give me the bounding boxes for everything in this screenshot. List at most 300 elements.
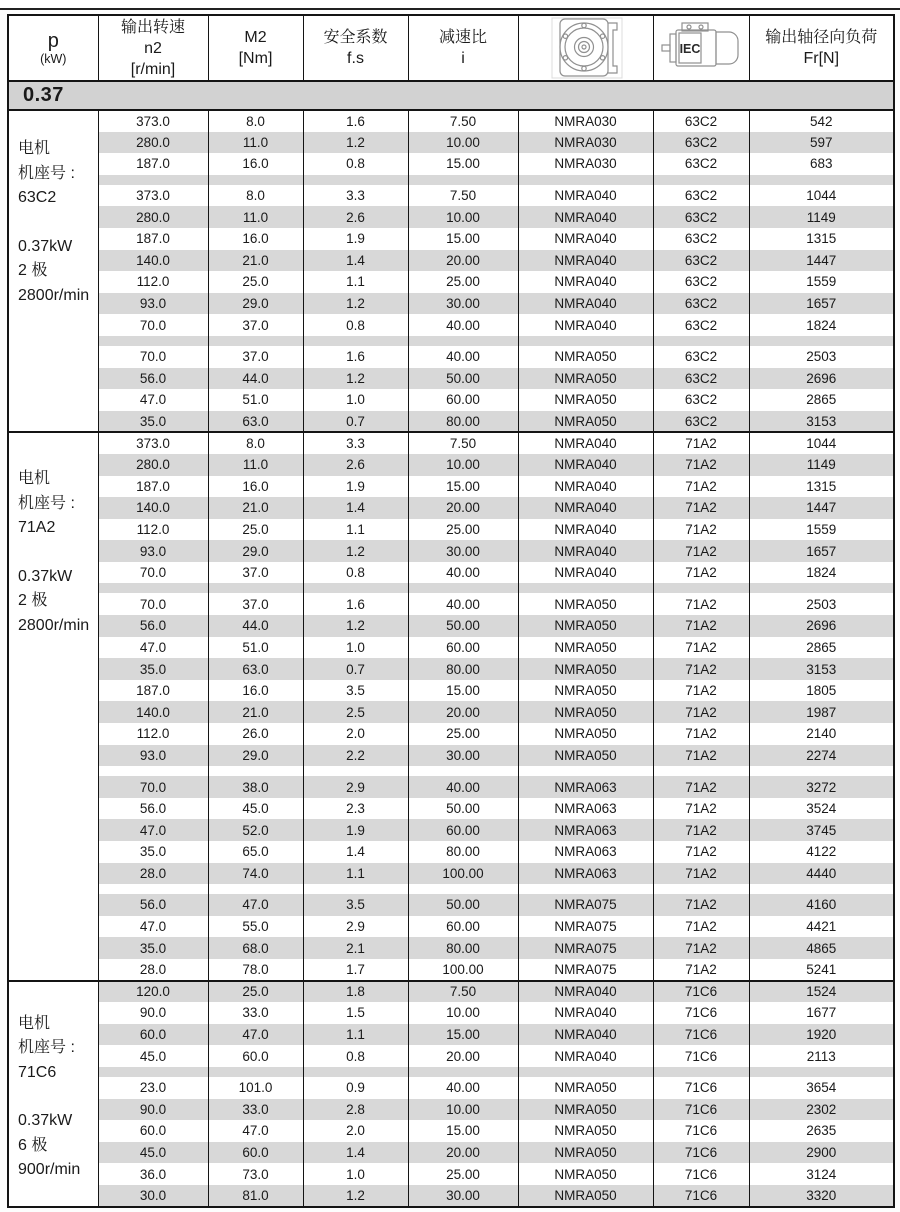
cell-ratio: 10.00 [408, 1002, 518, 1024]
table-row [8, 1077, 894, 1099]
cell-gearbox-model: NMRA040 [518, 228, 653, 250]
motor-power-spec: 0.37kW 2 极 2800r/min [18, 567, 90, 634]
separator-cell [749, 583, 894, 593]
cell-m2: 37.0 [208, 562, 303, 584]
cell-ratio: 20.00 [408, 250, 518, 272]
cell-gearbox-model: NMRA063 [518, 841, 653, 863]
motor-frame-id: 电机 机座号 : 63C2 [18, 140, 75, 206]
cell-radial-load: 1805 [749, 680, 894, 702]
table-row [8, 432, 894, 454]
cell-motor-frame: 63C2 [653, 314, 749, 336]
cell-m2: 52.0 [208, 819, 303, 841]
cell-fs: 1.2 [303, 615, 408, 637]
cell-motor-frame: 63C2 [653, 411, 749, 433]
cell-m2: 55.0 [208, 916, 303, 938]
cell-radial-load: 3153 [749, 658, 894, 680]
separator-cell [98, 884, 208, 894]
separator-cell [518, 336, 653, 346]
table-row [8, 497, 894, 519]
cell-fs: 1.1 [303, 1024, 408, 1046]
cell-m2: 26.0 [208, 723, 303, 745]
cell-motor-frame: 71C6 [653, 1077, 749, 1099]
cell-m2: 81.0 [208, 1185, 303, 1207]
separator-cell [408, 1067, 518, 1077]
cell-ratio: 60.00 [408, 916, 518, 938]
cell-radial-load: 3124 [749, 1163, 894, 1185]
cell-n2: 30.0 [98, 1185, 208, 1207]
cell-radial-load: 1447 [749, 497, 894, 519]
cell-radial-load: 3745 [749, 819, 894, 841]
cell-n2: 70.0 [98, 593, 208, 615]
cell-gearbox-model: NMRA050 [518, 745, 653, 767]
cell-radial-load: 597 [749, 132, 894, 154]
cell-motor-frame: 71A2 [653, 637, 749, 659]
cell-ratio: 40.00 [408, 1077, 518, 1099]
cell-ratio: 100.00 [408, 863, 518, 885]
cell-fs: 2.9 [303, 916, 408, 938]
cell-fs: 1.0 [303, 637, 408, 659]
separator-cell [653, 175, 749, 185]
cell-ratio: 25.00 [408, 519, 518, 541]
header-col-gearbox [518, 15, 653, 81]
cell-ratio: 40.00 [408, 346, 518, 368]
cell-n2: 47.0 [98, 637, 208, 659]
cell-gearbox-model: NMRA050 [518, 1077, 653, 1099]
cell-n2: 70.0 [98, 562, 208, 584]
cell-radial-load: 1149 [749, 206, 894, 228]
cell-fs: 3.5 [303, 894, 408, 916]
cell-m2: 11.0 [208, 206, 303, 228]
cell-fs: 2.6 [303, 206, 408, 228]
cell-m2: 45.0 [208, 798, 303, 820]
cell-motor-frame: 71A2 [653, 432, 749, 454]
cell-n2: 56.0 [98, 368, 208, 390]
cell-gearbox-model: NMRA050 [518, 411, 653, 433]
separator-cell [303, 175, 408, 185]
cell-ratio: 20.00 [408, 701, 518, 723]
cell-motor-frame: 71A2 [653, 841, 749, 863]
table-body [8, 81, 894, 1207]
cell-ratio: 60.00 [408, 637, 518, 659]
power-section-label: 0.37 [8, 81, 894, 110]
cell-m2: 63.0 [208, 658, 303, 680]
group-separator-row [8, 1067, 894, 1077]
cell-motor-frame: 63C2 [653, 185, 749, 207]
cell-gearbox-model: NMRA030 [518, 110, 653, 132]
cell-gearbox-model: NMRA050 [518, 1163, 653, 1185]
cell-fs: 1.9 [303, 476, 408, 498]
cell-motor-frame: 71C6 [653, 1120, 749, 1142]
cell-n2: 45.0 [98, 1045, 208, 1067]
cell-ratio: 20.00 [408, 497, 518, 519]
cell-gearbox-model: NMRA040 [518, 206, 653, 228]
cell-m2: 25.0 [208, 981, 303, 1003]
cell-radial-load: 4865 [749, 937, 894, 959]
header-text: (kW) [40, 51, 67, 66]
cell-fs: 1.2 [303, 132, 408, 154]
cell-motor-frame: 71A2 [653, 894, 749, 916]
cell-fs: 1.1 [303, 863, 408, 885]
cell-ratio: 10.00 [408, 1099, 518, 1121]
motor-icon-box [654, 22, 749, 74]
cell-gearbox-model: NMRA063 [518, 819, 653, 841]
cell-m2: 29.0 [208, 540, 303, 562]
cell-gearbox-model: NMRA075 [518, 916, 653, 938]
cell-gearbox-model: NMRA050 [518, 593, 653, 615]
iec-motor-icon [661, 22, 741, 74]
cell-fs: 1.9 [303, 228, 408, 250]
cell-ratio: 7.50 [408, 110, 518, 132]
cell-gearbox-model: NMRA040 [518, 540, 653, 562]
cell-m2: 60.0 [208, 1142, 303, 1164]
cell-ratio: 10.00 [408, 454, 518, 476]
cell-m2: 51.0 [208, 389, 303, 411]
table-row [8, 293, 894, 315]
cell-motor-frame: 71C6 [653, 1142, 749, 1164]
cell-motor-frame: 63C2 [653, 368, 749, 390]
separator-cell [518, 583, 653, 593]
header-text: 输出转速 [120, 18, 185, 36]
cell-radial-load: 1657 [749, 293, 894, 315]
cell-motor-frame: 63C2 [653, 389, 749, 411]
cell-ratio: 30.00 [408, 293, 518, 315]
group-separator-row [8, 766, 894, 776]
group-separator-row [8, 583, 894, 593]
cell-m2: 25.0 [208, 271, 303, 293]
cell-gearbox-model: NMRA040 [518, 519, 653, 541]
table-row [8, 981, 894, 1003]
cell-radial-load: 2302 [749, 1099, 894, 1121]
cell-fs: 1.6 [303, 346, 408, 368]
cell-gearbox-model: NMRA040 [518, 293, 653, 315]
cell-ratio: 40.00 [408, 776, 518, 798]
cell-m2: 33.0 [208, 1099, 303, 1121]
cell-ratio: 25.00 [408, 271, 518, 293]
cell-n2: 70.0 [98, 346, 208, 368]
cell-motor-frame: 63C2 [653, 250, 749, 272]
cell-gearbox-model: NMRA050 [518, 1099, 653, 1121]
separator-cell [98, 175, 208, 185]
cell-m2: 11.0 [208, 132, 303, 154]
header-text: [r/min] [130, 60, 176, 78]
cell-radial-load: 4421 [749, 916, 894, 938]
motor-frame-label [8, 981, 98, 1207]
table-row [8, 776, 894, 798]
cell-ratio: 10.00 [408, 132, 518, 154]
cell-ratio: 10.00 [408, 206, 518, 228]
cell-n2: 140.0 [98, 701, 208, 723]
separator-cell [208, 175, 303, 185]
cell-m2: 78.0 [208, 959, 303, 981]
table-row [8, 863, 894, 885]
cell-m2: 33.0 [208, 1002, 303, 1024]
cell-motor-frame: 63C2 [653, 293, 749, 315]
cell-motor-frame: 71C6 [653, 1185, 749, 1207]
cell-gearbox-model: NMRA050 [518, 368, 653, 390]
table-row [8, 132, 894, 154]
table-row [8, 959, 894, 981]
header-text: M2 [244, 29, 267, 46]
cell-n2: 28.0 [98, 959, 208, 981]
separator-cell [518, 766, 653, 776]
cell-gearbox-model: NMRA040 [518, 981, 653, 1003]
cell-gearbox-model: NMRA050 [518, 658, 653, 680]
cell-gearbox-model: NMRA050 [518, 1142, 653, 1164]
table-row [8, 476, 894, 498]
separator-cell [208, 1067, 303, 1077]
cell-n2: 35.0 [98, 411, 208, 433]
cell-ratio: 40.00 [408, 314, 518, 336]
cell-m2: 74.0 [208, 863, 303, 885]
cell-gearbox-model: NMRA063 [518, 863, 653, 885]
cell-radial-load: 2900 [749, 1142, 894, 1164]
separator-cell [749, 175, 894, 185]
table-row [8, 314, 894, 336]
cell-n2: 373.0 [98, 110, 208, 132]
cell-m2: 16.0 [208, 680, 303, 702]
cell-motor-frame: 71C6 [653, 1163, 749, 1185]
group-separator-row [8, 175, 894, 185]
cell-m2: 73.0 [208, 1163, 303, 1185]
header-text: Fr[N] [803, 50, 840, 67]
cell-radial-load: 2865 [749, 389, 894, 411]
cell-ratio: 20.00 [408, 1045, 518, 1067]
cell-ratio: 30.00 [408, 745, 518, 767]
cell-motor-frame: 71A2 [653, 454, 749, 476]
separator-cell [653, 583, 749, 593]
cell-n2: 47.0 [98, 819, 208, 841]
cell-radial-load: 2274 [749, 745, 894, 767]
gearbox-icon-box [519, 17, 653, 79]
cell-gearbox-model: NMRA050 [518, 346, 653, 368]
cell-ratio: 15.00 [408, 476, 518, 498]
table-row [8, 206, 894, 228]
cell-fs: 1.6 [303, 110, 408, 132]
table-row [8, 271, 894, 293]
cell-ratio: 7.50 [408, 981, 518, 1003]
cell-n2: 35.0 [98, 841, 208, 863]
table-row [8, 519, 894, 541]
header-col-motor-iec [653, 15, 749, 81]
cell-motor-frame: 71A2 [653, 959, 749, 981]
cell-m2: 16.0 [208, 228, 303, 250]
cell-ratio: 7.50 [408, 185, 518, 207]
header-text: 减速比 [438, 29, 487, 46]
header-col-safety-factor [303, 15, 408, 81]
separator-cell [653, 884, 749, 894]
table-row [8, 841, 894, 863]
cell-fs: 2.0 [303, 1120, 408, 1142]
cell-motor-frame: 71A2 [653, 476, 749, 498]
table-row [8, 701, 894, 723]
separator-cell [749, 336, 894, 346]
cell-motor-frame: 71A2 [653, 497, 749, 519]
header-col-torque-m2 [208, 15, 303, 81]
cell-radial-load: 1447 [749, 250, 894, 272]
cell-fs: 0.8 [303, 314, 408, 336]
cell-ratio: 40.00 [408, 593, 518, 615]
cell-ratio: 50.00 [408, 368, 518, 390]
cell-gearbox-model: NMRA050 [518, 389, 653, 411]
cell-fs: 0.8 [303, 1045, 408, 1067]
cell-motor-frame: 71A2 [653, 519, 749, 541]
separator-cell [408, 884, 518, 894]
cell-n2: 373.0 [98, 432, 208, 454]
cell-gearbox-model: NMRA040 [518, 1002, 653, 1024]
separator-cell [98, 766, 208, 776]
cell-gearbox-model: NMRA040 [518, 1045, 653, 1067]
cell-motor-frame: 71A2 [653, 863, 749, 885]
separator-cell [408, 766, 518, 776]
cell-motor-frame: 71A2 [653, 798, 749, 820]
cell-n2: 47.0 [98, 916, 208, 938]
separator-cell [303, 583, 408, 593]
cell-fs: 0.8 [303, 562, 408, 584]
cell-m2: 11.0 [208, 454, 303, 476]
cell-ratio: 80.00 [408, 841, 518, 863]
cell-fs: 0.9 [303, 1077, 408, 1099]
cell-n2: 140.0 [98, 250, 208, 272]
cell-radial-load: 1315 [749, 228, 894, 250]
table-row [8, 389, 894, 411]
cell-n2: 280.0 [98, 454, 208, 476]
cell-n2: 140.0 [98, 497, 208, 519]
separator-cell [518, 1067, 653, 1077]
cell-m2: 16.0 [208, 476, 303, 498]
cell-fs: 1.2 [303, 293, 408, 315]
table-row [8, 228, 894, 250]
cell-fs: 2.9 [303, 776, 408, 798]
cell-fs: 1.4 [303, 841, 408, 863]
table-row [8, 916, 894, 938]
cell-fs: 1.2 [303, 1185, 408, 1207]
cell-gearbox-model: NMRA050 [518, 723, 653, 745]
table-row [8, 1142, 894, 1164]
cell-radial-load: 5241 [749, 959, 894, 981]
table-row [8, 658, 894, 680]
table-row [8, 637, 894, 659]
cell-radial-load: 3320 [749, 1185, 894, 1207]
cell-m2: 16.0 [208, 153, 303, 175]
cell-motor-frame: 71A2 [653, 615, 749, 637]
cell-m2: 8.0 [208, 432, 303, 454]
cell-radial-load: 4122 [749, 841, 894, 863]
cell-n2: 120.0 [98, 981, 208, 1003]
cell-fs: 2.2 [303, 745, 408, 767]
separator-cell [408, 583, 518, 593]
cell-ratio: 15.00 [408, 680, 518, 702]
cell-gearbox-model: NMRA040 [518, 432, 653, 454]
separator-cell [749, 766, 894, 776]
cell-radial-load: 3272 [749, 776, 894, 798]
cell-n2: 70.0 [98, 314, 208, 336]
table-header [8, 15, 894, 81]
cell-gearbox-model: NMRA040 [518, 562, 653, 584]
cell-ratio: 100.00 [408, 959, 518, 981]
cell-m2: 21.0 [208, 701, 303, 723]
cell-m2: 68.0 [208, 937, 303, 959]
cell-radial-load: 1824 [749, 562, 894, 584]
cell-motor-frame: 63C2 [653, 132, 749, 154]
cell-gearbox-model: NMRA030 [518, 132, 653, 154]
cell-radial-load: 3153 [749, 411, 894, 433]
header-row [8, 15, 894, 81]
cell-radial-load: 1524 [749, 981, 894, 1003]
table-row [8, 723, 894, 745]
cell-motor-frame: 71A2 [653, 680, 749, 702]
cell-radial-load: 1677 [749, 1002, 894, 1024]
cell-ratio: 25.00 [408, 1163, 518, 1185]
cell-m2: 37.0 [208, 314, 303, 336]
cell-ratio: 30.00 [408, 1185, 518, 1207]
cell-m2: 21.0 [208, 497, 303, 519]
cell-m2: 44.0 [208, 368, 303, 390]
cell-n2: 36.0 [98, 1163, 208, 1185]
separator-cell [408, 175, 518, 185]
cell-ratio: 15.00 [408, 1120, 518, 1142]
separator-cell [653, 766, 749, 776]
cell-motor-frame: 71A2 [653, 701, 749, 723]
cell-m2: 44.0 [208, 615, 303, 637]
separator-cell [749, 1067, 894, 1077]
cell-motor-frame: 63C2 [653, 228, 749, 250]
table-row [8, 185, 894, 207]
cell-n2: 35.0 [98, 937, 208, 959]
header-col-radial-load [749, 15, 894, 81]
cell-n2: 60.0 [98, 1024, 208, 1046]
cell-ratio: 50.00 [408, 615, 518, 637]
table-row [8, 894, 894, 916]
cell-n2: 93.0 [98, 293, 208, 315]
cell-motor-frame: 71C6 [653, 1002, 749, 1024]
cell-m2: 101.0 [208, 1077, 303, 1099]
cell-n2: 56.0 [98, 615, 208, 637]
cell-fs: 0.8 [303, 153, 408, 175]
cell-m2: 63.0 [208, 411, 303, 433]
cell-ratio: 80.00 [408, 411, 518, 433]
cell-fs: 1.4 [303, 1142, 408, 1164]
cell-gearbox-model: NMRA050 [518, 1120, 653, 1142]
cell-fs: 1.2 [303, 368, 408, 390]
cell-fs: 1.2 [303, 540, 408, 562]
header-col-ratio [408, 15, 518, 81]
cell-fs: 2.5 [303, 701, 408, 723]
cell-motor-frame: 71C6 [653, 1024, 749, 1046]
separator-cell [408, 336, 518, 346]
cell-fs: 2.3 [303, 798, 408, 820]
cell-ratio: 60.00 [408, 389, 518, 411]
separator-cell [653, 336, 749, 346]
cell-gearbox-model: NMRA050 [518, 1185, 653, 1207]
cell-n2: 56.0 [98, 894, 208, 916]
cell-motor-frame: 71A2 [653, 723, 749, 745]
cell-radial-load: 2696 [749, 368, 894, 390]
table-row [8, 937, 894, 959]
header-text: [Nm] [238, 50, 273, 67]
cell-m2: 51.0 [208, 637, 303, 659]
cell-n2: 70.0 [98, 776, 208, 798]
cell-motor-frame: 63C2 [653, 346, 749, 368]
cell-fs: 2.1 [303, 937, 408, 959]
cell-radial-load: 2503 [749, 346, 894, 368]
cell-ratio: 30.00 [408, 540, 518, 562]
cell-n2: 373.0 [98, 185, 208, 207]
table-row [8, 680, 894, 702]
cell-fs: 1.8 [303, 981, 408, 1003]
cell-motor-frame: 71C6 [653, 1045, 749, 1067]
cell-m2: 25.0 [208, 519, 303, 541]
cell-ratio: 60.00 [408, 819, 518, 841]
